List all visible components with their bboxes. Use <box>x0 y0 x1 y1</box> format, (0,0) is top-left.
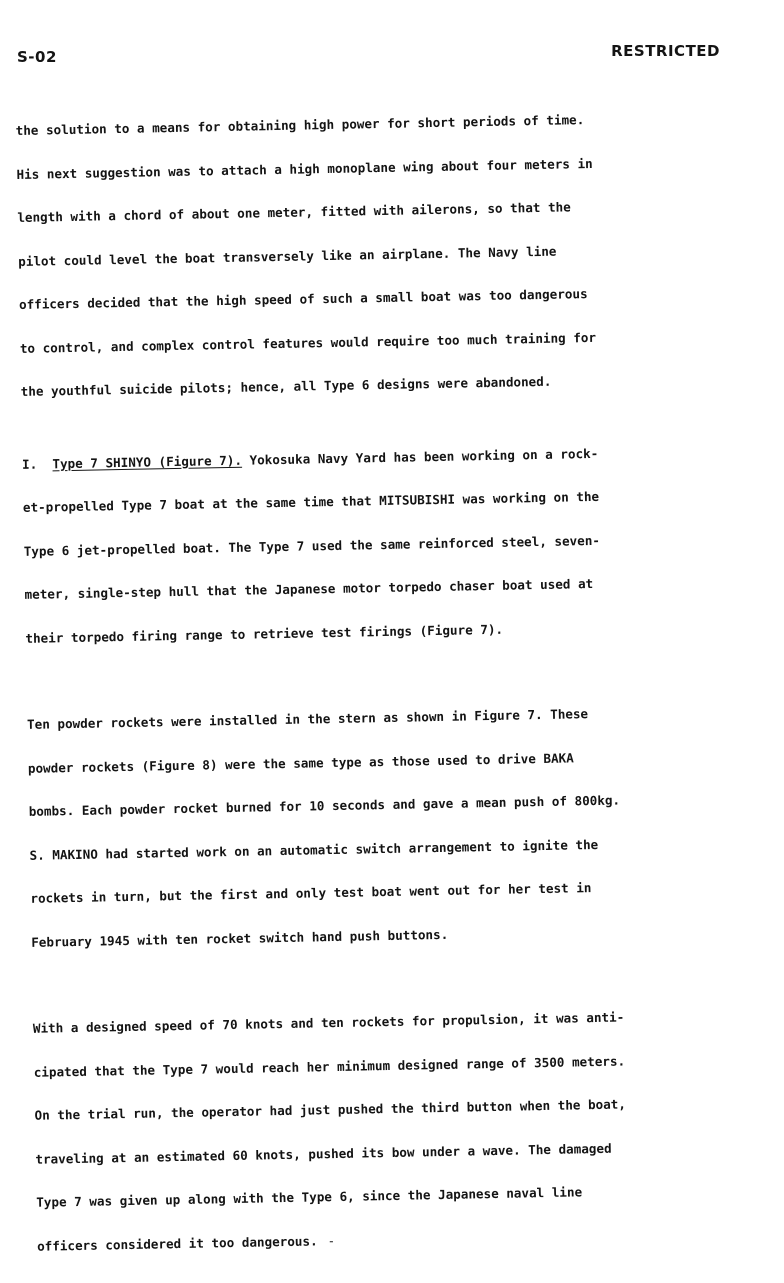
text-line: length with a chord of about one meter, fitted with ailerons, so that the <box>17 199 571 225</box>
text-line: His next suggestion was to attach a high monoplane wing about four meters in <box>16 155 593 182</box>
text-line: officers decided that the high speed of such a small boat was too dangerous <box>18 286 588 312</box>
text-line: Type 6 jet-propelled boat. The Type 7 used the same reinforced steel, seven- <box>23 532 601 559</box>
text-line: S. MAKINO had started work on an automatic switch arrangement to ignite the <box>29 836 599 863</box>
text-line: powder rockets (Figure 8) were the same type as those used to drive BAKA <box>27 749 574 776</box>
text-line: officers considered it too dangerous. <box>36 1232 318 1254</box>
text-line: With a designed speed of 70 knots and ten rockets for propulsion, it was anti- <box>32 1009 625 1036</box>
text-line: On the trial run, the operator had just pushed the third button when the boat, <box>34 1096 627 1123</box>
trailing-pen-mark: - <box>327 1232 336 1248</box>
text-line: bombs. Each powder rocket burned for 10 seconds and gave a mean push of 800kg. <box>28 792 621 819</box>
section-heading-line <box>22 444 742 472</box>
text-line: Ten powder rockets were installed in the stern as shown in Figure 7. These <box>26 706 589 732</box>
text-line: et-propelled Type 7 boat at the same time that MITSUBISHI was working on the <box>22 488 600 515</box>
body-text <box>15 81 758 1283</box>
text-line: rockets in turn, but the first and only test boat went out for her test in <box>30 880 592 906</box>
text-line: February 1945 with ten rocket switch hand push buttons. <box>31 926 449 950</box>
text-line: their torpedo firing range to retrieve test firings (Figure 7). <box>25 621 504 646</box>
section-title: Type 7 SHINYO (Figure 7). <box>52 452 243 471</box>
paragraph-type6-conclusion <box>15 81 741 428</box>
text-line: Type 7 was given up along with the Type 6, since the Japanese naval line <box>36 1184 583 1210</box>
classification-label: RESTRICTED <box>611 42 720 60</box>
text-line: cipated that the Type 7 would reach her minimum designed range of 3500 meters. <box>33 1052 626 1080</box>
text-line: the youthful suicide pilots; hence, all Type 6 designs were abandoned. <box>20 373 552 399</box>
paragraph-powder-rockets <box>26 675 751 979</box>
text-line-last <box>37 1225 757 1253</box>
text-line: traveling at an estimated 60 knots, pushed its bow under a wave. The damaged <box>35 1140 612 1167</box>
document-code: S-02 <box>17 48 57 66</box>
paragraph-trial-run <box>32 979 757 1283</box>
text-line: meter, single-step hull that the Japanese motor torpedo chaser boat used at <box>24 575 594 602</box>
section-i-type7 <box>21 415 746 675</box>
text-line: the solution to a means for obtaining high power for short periods of time. <box>15 112 585 138</box>
section-first-line-text: Yokosuka Navy Yard has been working on a rock- <box>241 445 599 468</box>
text-line: to control, and complex control features would require too much training for <box>19 329 597 356</box>
section-number: I. <box>21 456 38 472</box>
text-line: pilot could level the boat transversely like an airplane. The Navy line <box>18 243 557 269</box>
